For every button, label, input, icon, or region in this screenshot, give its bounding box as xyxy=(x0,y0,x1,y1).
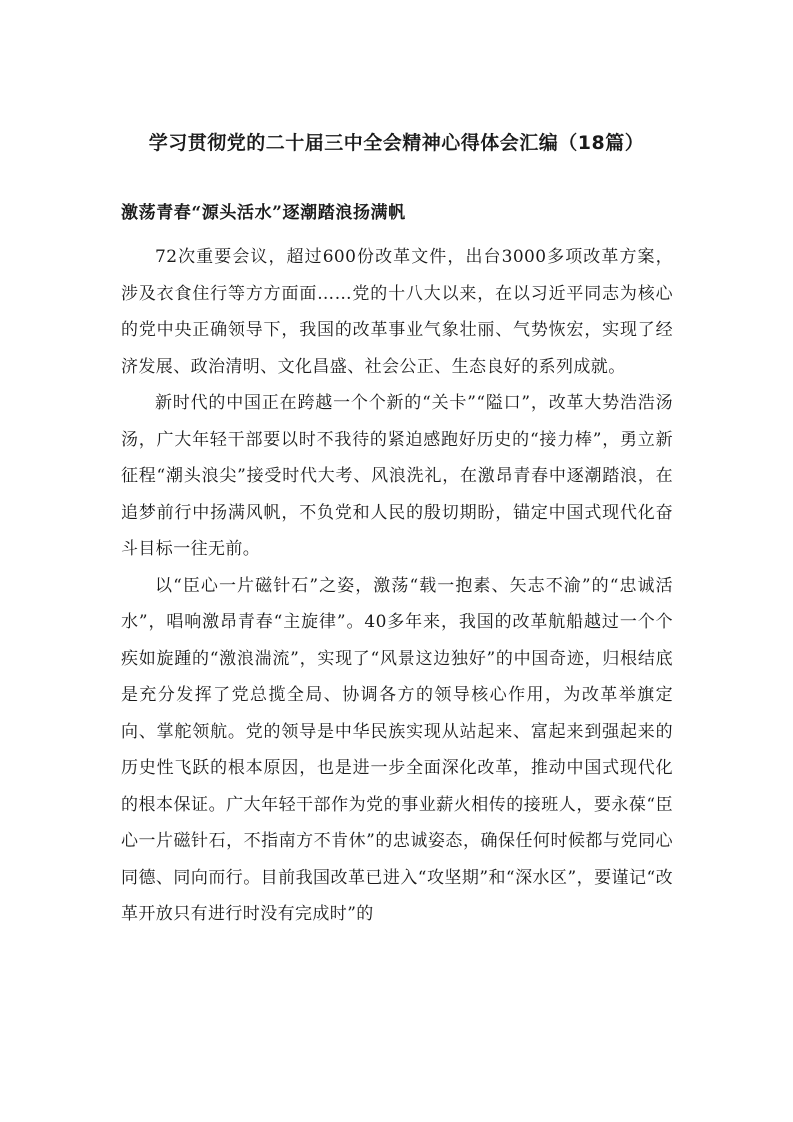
paragraph: 以“臣心一片磁针石”之姿，激荡“载一抱素、矢志不渝”的“忠诚活水”，唱响激昂青春“主旋律”。40多年来，我国的改革航船越过一个个疾如旋踵的“激浪湍流”，实现了“风景这边独好”的中国奇迹，归根结底是充分发挥了党总揽全局、协调各方的领导核心作用，为改革举旗定向、掌舵领航。党的领导是中华民族实现从站起来、富起来到强起来的历史性飞跃的根本原因，也是进一步全面深化改革，推动中国式现代化的根本保证。广大年轻干部作为党的事业薪火相传的接班人，要永葆“臣心一片磁针石，不指南方不肯休”的忠诚姿态，确保任何时候都与党同心同德、同向而行。目前我国改革已进入“攻坚期”和“深水区”，要谨记“改革开放只有进行时没有完成时”的 xyxy=(121,575,673,924)
paragraph: 新时代的中国正在跨越一个个新的“关卡”“隘口”，改革大势浩浩汤汤，广大年轻干部要以时不我待的紧迫感跑好历史的“接力棒”，勇立新征程“潮头浪尖”接受时代大考、风浪洗礼，在激昂青春中逐潮踏浪，在追梦前行中扬满风帆，不负党和人民的殷切期盼，锚定中国式现代化奋斗目标一往无前。 xyxy=(121,393,673,559)
section-heading: 激荡青春“源头活水”逐潮踏浪扬满帆 xyxy=(121,203,406,223)
document-body xyxy=(121,239,673,933)
paragraph: 72次重要会议，超过600份改革文件，出台3000多项改革方案，涉及衣食住行等方方面面……党的十八大以来，在以习近平同志为核心的党中央正确领导下，我国的改革事业气象壮丽、气势恢宏，实现了经济发展、政治清明、文化昌盛、社会公正、生态良好的系列成就。 xyxy=(121,247,673,377)
document-title: 学习贯彻党的二十届三中全会精神心得体会汇编（18篇） xyxy=(148,132,645,154)
